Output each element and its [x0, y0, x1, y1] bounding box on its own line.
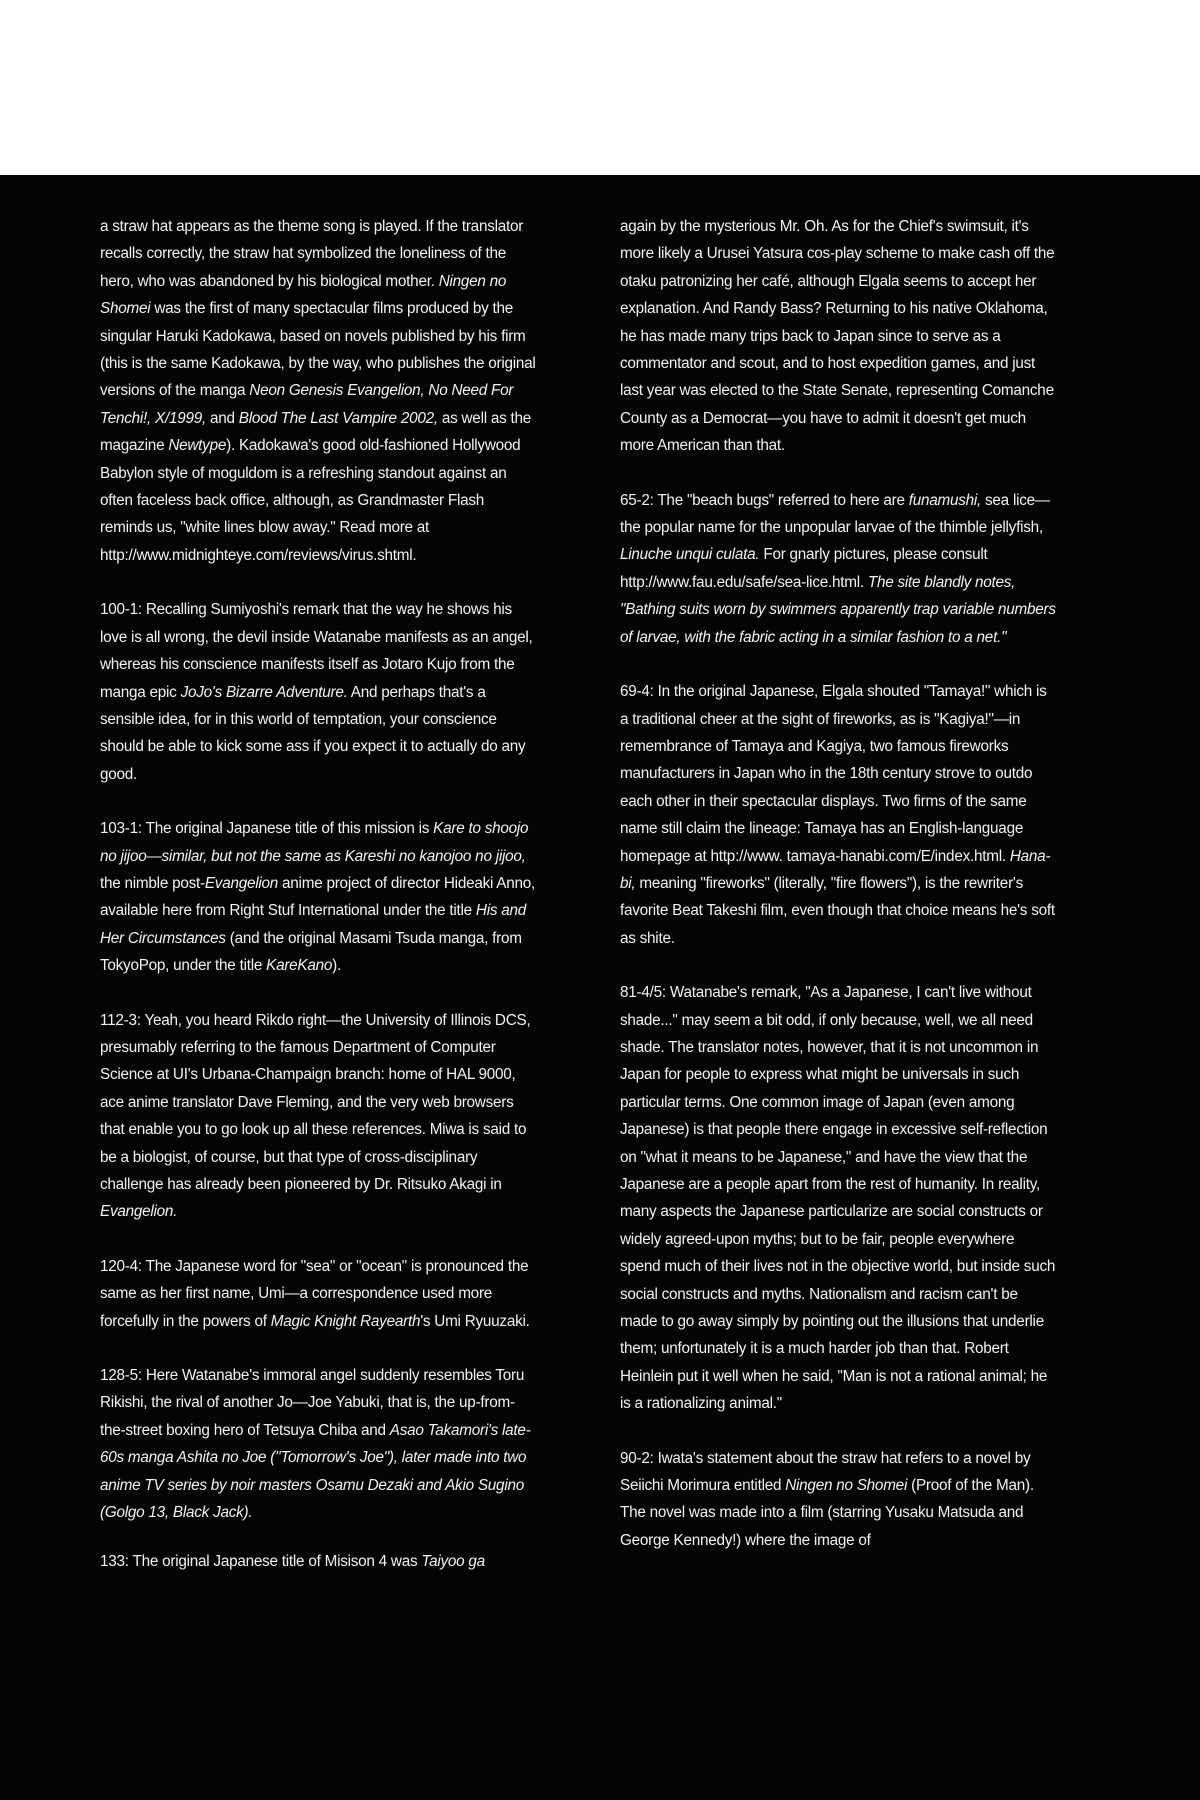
note-90-2: 90-2: Iwata's statement about the straw hat refers to a novel by Seiichi Morimura entitled Ningen no Shomei (Proof of the Man). The novel was made into a film (starring Yusaku Matsuda and George Kennedy!) where the image of	[620, 1449, 1034, 1549]
note-112-3: 112-3: Yeah, you heard Rikdo right—the University of Illinois DCS, presumably referring to the famous Department of Computer Science at UI's Urbana-Champaign branch: home of HAL 9000, ace anime translator Dave Fleming, and the very web browsers that enable you to go look up all these references. Miwa is said to be a biologist, of course, but that type of cross-disciplinary challenge has already been pioneered by Dr. Ritsuko Akagi in Evangelion.	[100, 1011, 531, 1221]
note-paragraph-continuation-right: again by the mysterious Mr. Oh. As for the Chief's swimsuit, it's more likely a Urusei Yatsura cos-play scheme to make cash off the otaku patronizing her café, although Elgala seems to accept her explanation. And Randy Bass? Returning to his native Oklahoma, he has made many trips back to Japan since to serve as a commentator and scout, and to host expedition games, and just last year was elected to the State Senate, representing Comanche County as a Democrat—you have to admit it doesn't get much more American than that.	[620, 218, 1055, 455]
right-column	[620, 213, 1056, 1554]
note-100-1: 100-1: Recalling Sumiyoshi's remark that the way he shows his love is all wrong, the devil inside Watanabe manifests as an angel, whereas his conscience manifests itself as Jotaro Kujo from the manga epic JoJo's Bizarre Adventure. And perhaps that's a sensible idea, for in this world of temptation, your conscience should be able to kick some ass if you expect it to actually do any good.	[100, 601, 533, 783]
notes-panel	[0, 175, 1200, 1800]
note-paragraph-continuation: a straw hat appears as the theme song is played. If the translator recalls correctly, the straw hat symbolized the loneliness of the hero, who was abandoned by his biological mother. Ningen no Shomei was the first of many spectacular films produced by the singular Haruki Kadokawa, based on novels published by his firm (this is the same Kadokawa, by the way, who publishes the original versions of the manga Neon Genesis Evangelion, No Need For Tenchi!, X/1999, and Blood The Last Vampire 2002, as well as the magazine Newtype). Kadokawa's good old-fashioned Hollywood Babylon style of moguldom is a refreshing standout against an often faceless back office, although, as Grandmaster Flash reminds us, "white lines blow away." Read more at http://www.midnighteye.com/reviews/virus.shtml.	[100, 218, 536, 564]
note-65-2: 65-2: The "beach bugs" referred to here are funamushi, sea lice—the popular name for the unpopular larvae of the thimble jellyfish, Linuche unqui culata. For gnarly pictures, please consult http://www.fau.edu/safe/sea-lice.html. The site blandly notes, "Bathing suits worn by swimmers apparently trap variable numbers of larvae, with the fabric acting in a similar fashion to a net."	[620, 491, 1056, 646]
left-column	[100, 213, 536, 1576]
note-120-4: 120-4: The Japanese word for "sea" or "ocean" is pronounced the same as her first name, Umi—a correspondence used more forcefully in the powers of Magic Knight Rayearth's Umi Ryuuzaki.	[100, 1257, 530, 1330]
note-128-5: 128-5: Here Watanabe's immoral angel suddenly resembles Toru Rikishi, the rival of another Jo—Joe Yabuki, that is, the up-from-the-street boxing hero of Tetsuya Chiba and Asao Takamori's late-60s manga Ashita no Joe ("Tomorrow's Joe"), later made into two anime TV series by noir masters Osamu Dezaki and Akio Sugino (Golgo 13, Black Jack).	[100, 1367, 531, 1522]
note-133: 133: The original Japanese title of Misison 4 was Taiyoo ga	[100, 1553, 485, 1571]
note-69-4: 69-4: In the original Japanese, Elgala shouted "Tamaya!" which is a traditional cheer at the sight of fireworks, as is "Kagiya!"—in remembrance of Tamaya and Kagiya, two famous fireworks manufacturers in Japan who in the 18th century strove to outdo each other in their spectacular displays. Two firms of the same name still claim the lineage: Tamaya has an English-language homepage at http://www. tamaya-hanabi.com/E/index.html. Hana-bi, meaning "fireworks" (literally, "fire flowers"), is the rewriter's favorite Beat Takeshi film, even though that choice means he's soft as shite.	[620, 683, 1055, 947]
top-white-margin	[0, 0, 1200, 175]
note-103-1: 103-1: The original Japanese title of this mission is Kare to shoojo no jijoo—similar, but not the same as Kareshi no kanojoo no jijoo, the nimble post-Evangelion anime project of director Hideaki Anno, available here from Right Stuf International under the title His and Her Circumstances (and the original Masami Tsuda manga, from TokyoPop, under the title KareKano).	[100, 820, 536, 975]
note-81-4-5: 81-4/5: Watanabe's remark, "As a Japanese, I can't live without shade..." may seem a bit odd, if only because, well, we all need shade. The translator notes, however, that it is not uncommon in Japan for people to express what might be universals in such particular terms. One common image of Japan (even among Japanese) is that people there engage in excessive self-reflection on "what it means to be Japanese," and have the view that the Japanese are a people apart from the rest of humanity. In reality, many aspects the Japanese particularize are social constructs or widely agreed-upon myths; but to be fair, people everywhere spend much of their lives not in the objective world, but inside such social constructs and myths. Nationalism and racism can't be made to go away simply by pointing out the illusions that underlie them; unfortunately it is a much harder job than that. Robert Heinlein put it well when he said, "Man is not a rational animal; he is a rationalizing animal."	[620, 984, 1056, 1413]
